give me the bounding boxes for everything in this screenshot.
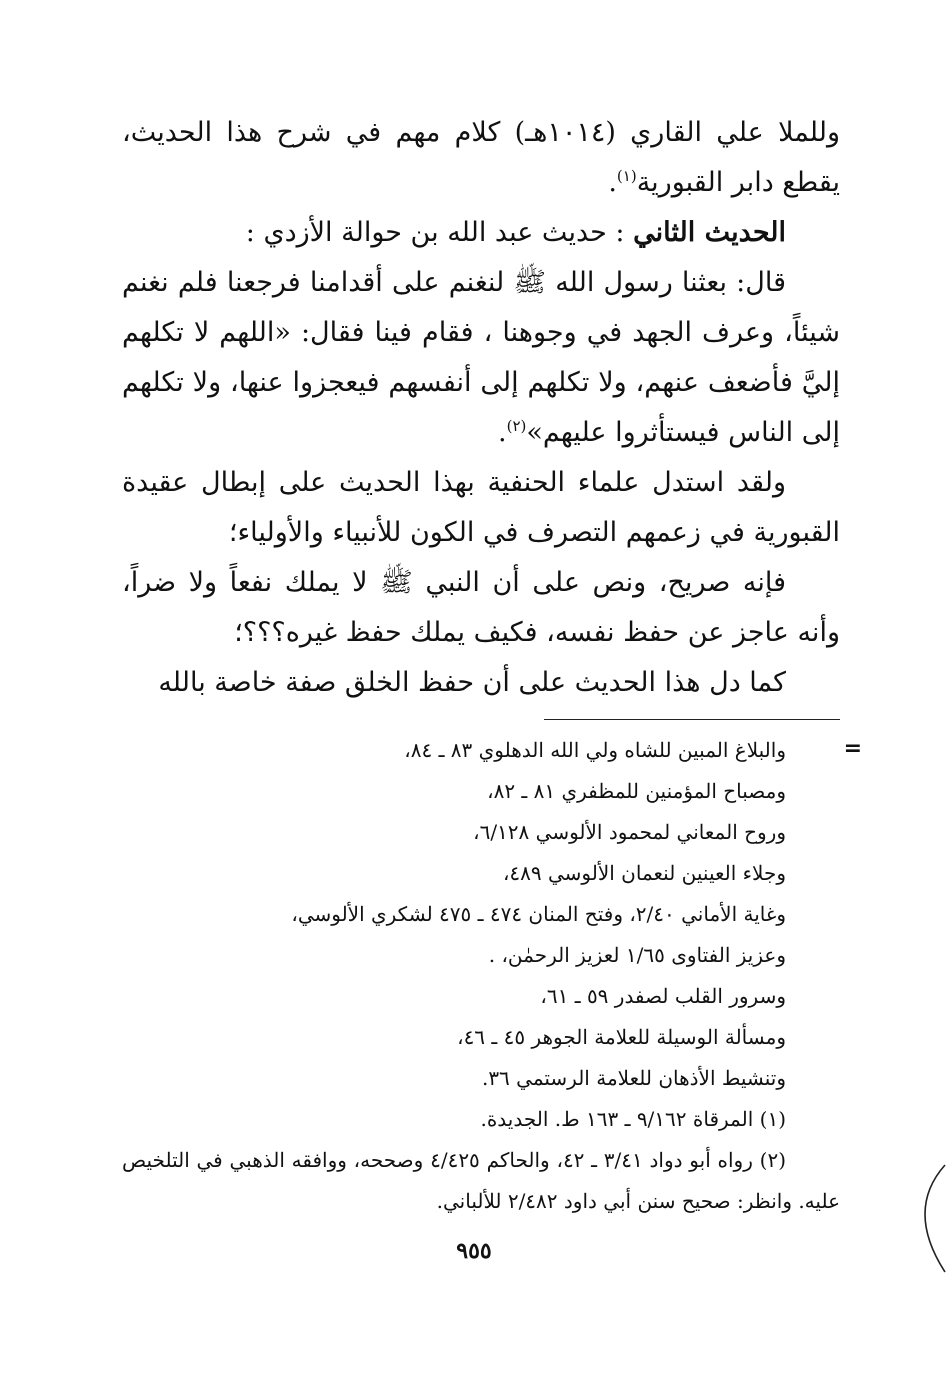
footnote-continuation-mark: =: [843, 736, 862, 761]
paragraph-6: كما دل هذا الحديث على أن حفظ الخلق صفة خاصة بالله: [158, 667, 786, 698]
footnote-line: وتنشيط الأذهان للعلامة الرستمي ٣٦.: [481, 1066, 786, 1090]
paragraph-1-line-2: يقطع دابر القبورية: [636, 167, 840, 198]
paragraph-4: ولقد استدل علماء الحنفية بهذا الحديث على إبطال عقيدة القبورية في زعمهم التصرف في الكون للأنبياء والأولياء؛: [122, 467, 840, 548]
footnote-2-text: (٢) رواه أبو دواد ٣/٤١ ـ ٤٢، والحاكم ٤/٤٢٥ وصححه، ووافقه الذهبي في التلخيص عليه. وانظر: صحيح سنن أبي داود ٢/٤٨٢ للألباني.: [122, 1148, 840, 1213]
paragraph-1-line-1: وللملا علي القاري (١٠١٤هـ) كلام مهم في شرح هذا الحديث،: [122, 117, 841, 148]
footnotes: [122, 730, 840, 1222]
paragraph-2-text: : حديث عبد الله بن حوالة الأزدي :: [245, 217, 625, 248]
paragraph-3: [122, 258, 840, 458]
footnote-separator: [544, 719, 840, 720]
page-edge-curve: [905, 1160, 948, 1280]
page-number: ٩٥٥: [456, 1238, 492, 1264]
footnote-line: وسرور القلب لصفدر ٥٩ ـ ٦١،: [540, 984, 786, 1008]
footnote-line: وعزيز الفتاوى ١/٦٥ لعزيز الرحمٰن، .: [488, 943, 786, 967]
footnote-ref-2: (٢): [506, 417, 527, 435]
paragraph-2: [122, 208, 840, 258]
main-text: [122, 108, 840, 708]
paragraph-1-end: .: [608, 167, 617, 198]
paragraph-3-end: .: [497, 417, 507, 448]
paragraph-3-text: قال: بعثنا رسول الله ﷺ لنغنم على أقدامنا فرجعنا فلم نغنم شيئاً، وعرف الجهد في وجوهنا ، فقام فينا فقال: «اللهم لا تكلهم إليَّ فأضعف عنهم، ولا تكلهم إلى أنفسهم فيعجزوا عنها، ولا تكلهم إلى الناس فيستأثروا عليهم»: [122, 267, 840, 448]
footnote-2: [122, 1140, 840, 1222]
footnote-line: وغاية الأماني ٢/٤٠، وفتح المنان ٤٧٤ ـ ٤٧٥ لشكري الألوسي،: [291, 902, 786, 926]
paragraph-1: [122, 108, 840, 208]
footnote-line: وجلاء العينين لنعمان الألوسي ٤٨٩،: [502, 861, 786, 885]
footnote-1: (١) المرقاة ٩/١٦٢ ـ ١٦٣ ط. الجديدة.: [480, 1107, 786, 1131]
section-heading: الحديث الثاني: [633, 217, 786, 248]
paragraph-5: فإنه صريح، ونص على أن النبي ﷺ لا يملك نفعاً ولا ضراً، وأنه عاجز عن حفظ نفسه، فكيف يملك حفظ غيره؟؟؟؛: [122, 567, 840, 648]
footnote-line: ومسألة الوسيلة للعلامة الجوهر ٤٥ ـ ٤٦،: [457, 1025, 786, 1049]
footnote-line: ومصباح المؤمنين للمظفري ٨١ ـ ٨٢،: [487, 779, 786, 803]
footnote-ref-1: (١): [616, 167, 637, 185]
footnote-line: والبلاغ المبين للشاه ولي الله الدهلوي ٨٣ ـ ٨٤،: [404, 738, 786, 762]
footnote-line: وروح المعاني لمحمود الألوسي ٦/١٢٨،: [473, 820, 786, 844]
